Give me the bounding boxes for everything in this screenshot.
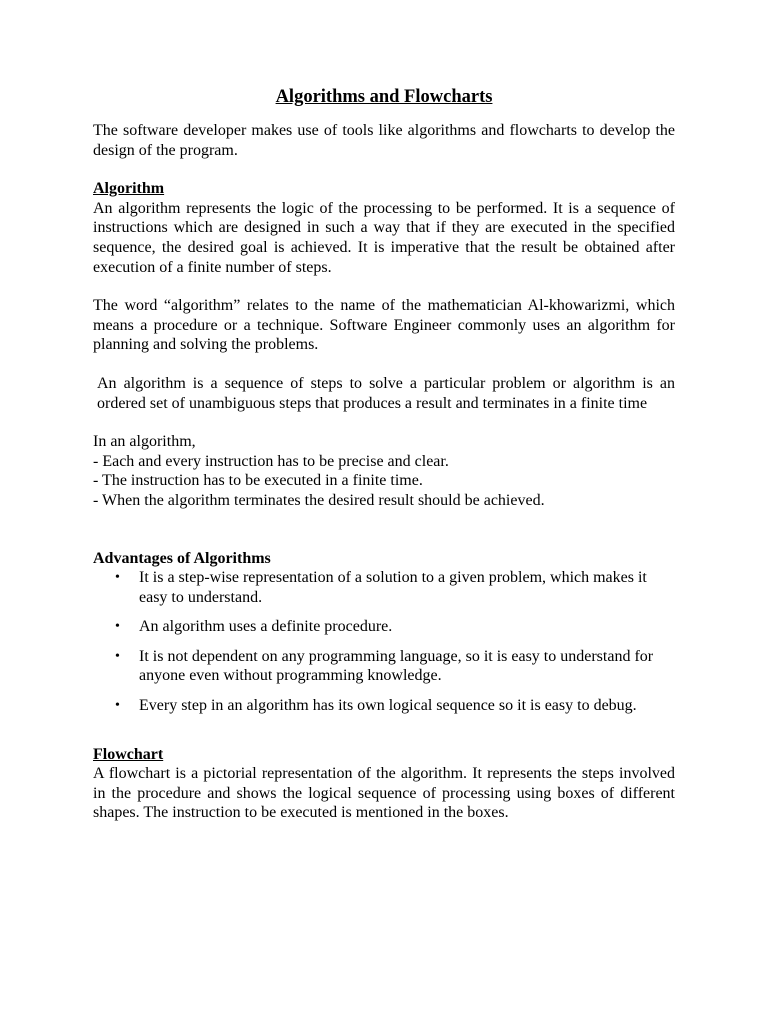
document-page [93, 86, 675, 823]
advantage-item [93, 617, 675, 637]
advantage-item [93, 568, 675, 607]
advantages-list [93, 568, 675, 716]
bullet-icon: • [115, 619, 120, 635]
algorithm-list-item: - Each and every instruction has to be precise and clear. [93, 452, 449, 470]
advantage-item [93, 696, 675, 716]
algorithm-paragraph-2: The word “algorithm” relates to the name of the mathematician Al-khowarizmi, which means a procedure or a technique. Software Engineer commonly uses an algorithm for planning and solving the problems. [93, 297, 675, 354]
algorithm-heading: Algorithm [93, 180, 165, 198]
algorithm-paragraph-1: An algorithm represents the logic of the processing to be performed. It is a sequence of instructions which are designed in such a way that if they are executed in the specified sequence, the desired goal is achieved. It is imperative that the result be obtained after execution of a finite number of steps. [93, 199, 675, 276]
bullet-icon: • [115, 570, 120, 586]
algorithm-list-item: - The instruction has to be executed in a finite time. [93, 472, 423, 490]
flowchart-heading: Flowchart [93, 745, 164, 763]
bullet-icon: • [115, 698, 120, 714]
spacer [93, 355, 675, 374]
algorithm-paragraph-3: An algorithm is a sequence of steps to solve a particular problem or algorithm is an ordered set of unambiguous steps that produces a result and terminates in a finite time [97, 374, 675, 412]
intro-paragraph: The software developer makes use of tools like algorithms and flowcharts to develop the design of the program. [93, 122, 675, 159]
spacer [93, 160, 675, 179]
advantage-text: Every step in an algorithm has its own logical sequence so it is easy to debug. [139, 697, 637, 715]
spacer [93, 277, 675, 296]
flowchart-paragraph-1: A flowchart is a pictorial representation of the algorithm. It represents the steps involved in the procedure and shows the logical sequence of processing using boxes of different shapes. The instruction to be executed is mentioned in the boxes. [93, 765, 675, 822]
advantages-heading: Advantages of Algorithms [93, 549, 271, 567]
advantage-item [93, 647, 675, 686]
advantage-text: An algorithm uses a definite procedure. [139, 618, 393, 636]
algorithm-list-intro: In an algorithm, [93, 433, 196, 451]
algorithm-list-item: - When the algorithm terminates the desired result should be achieved. [93, 491, 545, 509]
spacer [93, 413, 675, 432]
document-title: Algorithms and Flowcharts [275, 87, 493, 107]
bullet-icon: • [115, 648, 120, 664]
advantage-text: It is a step-wise representation of a solution to a given problem, which makes it easy to understand. [139, 569, 647, 606]
advantage-text: It is not dependent on any programming language, so it is easy to understand for anyone even without programming knowledge. [139, 647, 654, 685]
spacer [93, 726, 675, 745]
spacer [93, 511, 675, 549]
